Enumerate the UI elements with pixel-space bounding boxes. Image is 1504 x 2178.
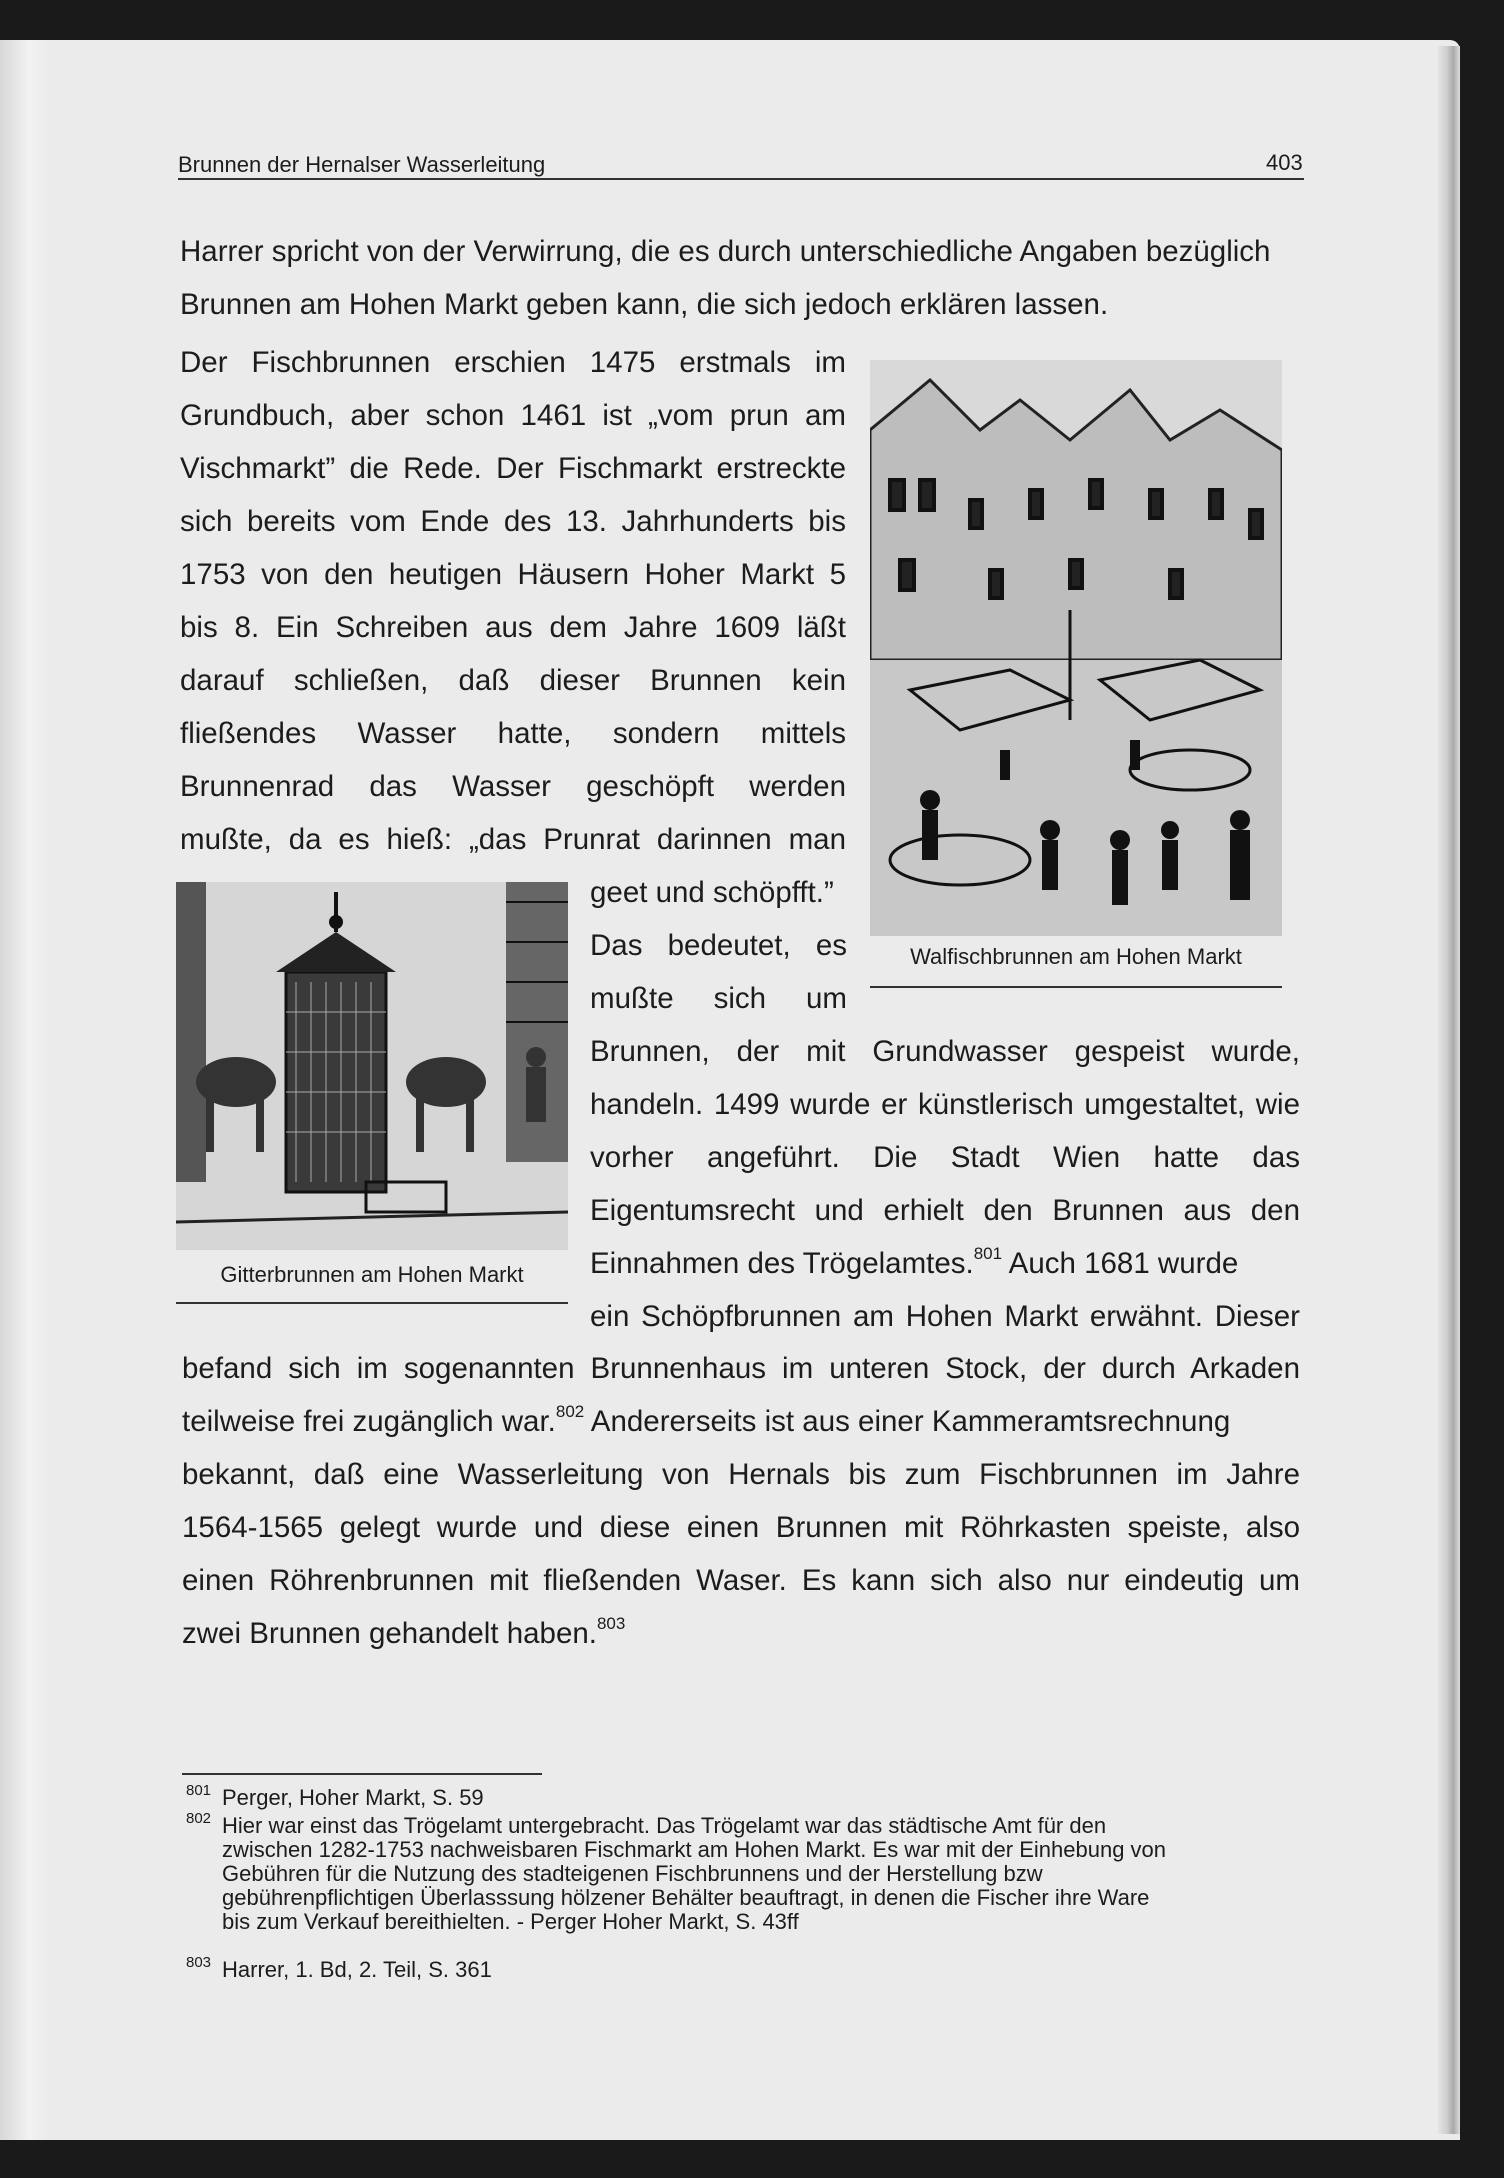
figure-caption: Walfischbrunnen am Hohen Markt [910,944,1242,969]
gitterbrunnen-engraving [176,882,568,1250]
walfischbrunnen-engraving [870,360,1282,936]
body-line: mußte, da es hieß: „das Prunrat darinnen man [180,823,846,856]
body-line: handeln. 1499 wurde er künstlerisch umgestaltet, wie [590,1088,1300,1121]
footnote-number: 803 [186,1954,212,1971]
body-line: einen Röhrenbrunnen mit fließenden Waser. Es kann sich also nur eindeutig um [182,1564,1300,1597]
body-line: Grundbuch, aber schon 1461 ist „vom prun am [180,399,846,432]
body-line: geet und schöpfft.” [590,876,834,909]
body-line: 1753 von den heutigen Häusern Hoher Markt 5 [180,558,846,591]
body-line: ein Schöpfbrunnen am Hohen Markt erwähnt. Dieser [590,1300,1300,1333]
body-line: Der Fischbrunnen erschien 1475 erstmals im [180,346,846,379]
figure-caption: Gitterbrunnen am Hohen Markt [220,1262,524,1287]
running-header-title: Brunnen der Hernalser Wasserleitung [178,152,546,177]
body-line: teilweise frei zugänglich war.$^{802}$ Andererseits ist aus einer Kammeramtsrechnung [182,1402,1231,1438]
header-rule [178,178,1304,180]
caption-rule [870,986,1282,988]
body-line: Harrer spricht von der Verwirrung, die es durch unterschiedliche Angaben bezüglich [180,235,1271,268]
body-line: darauf schließen, daß dieser Brunnen kein [180,664,846,697]
body-line: Brunnen, der mit Grundwasser gespeist wurde, [590,1035,1300,1068]
caption-rule [176,1302,568,1304]
body-line: fließendes Wasser hatte, sondern mittels [180,717,846,750]
footnote-line: Harrer, 1. Bd, 2. Teil, S. 361 [222,1957,492,1982]
footnote-line: zwischen 1282-1753 nachweisbaren Fischmarkt am Hohen Markt. Es war mit der Einhebung von [222,1837,1167,1862]
page-number: 403 [1266,150,1303,175]
footnote-number: 801 [186,1782,212,1799]
footnote-rule [182,1773,542,1775]
footnote-number: 802 [186,1810,212,1827]
footnote-line: Hier war einst das Trögelamt untergebracht. Das Trögelamt war das städtische Amt für den [222,1813,1107,1838]
body-line: Vischmarkt” die Rede. Der Fischmarkt erstreckte [180,452,846,485]
body-line: bis 8. Ein Schreiben aus dem Jahre 1609 läßt [180,611,846,644]
footnote-line: Gebühren für die Nutzung des stadteigenen Fischbrunnens und der Herstellung bzw [222,1861,1043,1886]
body-line: 1564-1565 gelegt wurde und diese einen Brunnen mit Röhrkasten speiste, also [182,1511,1300,1544]
body-line: Brunnenrad das Wasser geschöpft werden [180,770,846,803]
footnote-ref-801: 801 [973,1244,1003,1263]
body-line: Eigentumsrecht und erhielt den Brunnen aus den [590,1194,1300,1227]
page-edge [1438,46,1460,2134]
footnote-line: bis zum Verkauf bereithielten. - Perger Hoher Markt, S. 43ff [222,1909,799,1934]
body-line: befand sich im sogenannten Brunnenhaus im unteren Stock, der durch Arkaden [182,1352,1300,1385]
footnote-ref-802: 802 [555,1402,585,1421]
body-line: vorher angeführt. Die Stadt Wien hatte das [590,1141,1300,1174]
body-line: bekannt, daß eine Wasserleitung von Hernals bis zum Fischbrunnen im Jahre [182,1458,1300,1491]
body-line: Einnahmen des Trögelamtes.$^{801}$ Auch 1681 wurde [590,1244,1239,1280]
page-gutter [0,40,48,2140]
body-line: zwei Brunnen gehandelt haben.$^{803}$ [182,1614,626,1650]
body-line: Brunnen am Hohen Markt geben kann, die sich jedoch erklären lassen. [180,288,1109,321]
footnote-ref-803: 803 [596,1614,626,1633]
body-line: mußte sich um [590,982,847,1015]
body-line: Das bedeutet, es [590,929,847,962]
footnote-line: gebührenpflichtigen Überlasssung hölzener Behälter beauftragt, in denen die Fischer ihre Ware [222,1885,1150,1910]
footnote-line: Perger, Hoher Markt, S. 59 [222,1785,484,1810]
body-line: sich bereits vom Ende des 13. Jahrhunderts bis [180,505,846,538]
